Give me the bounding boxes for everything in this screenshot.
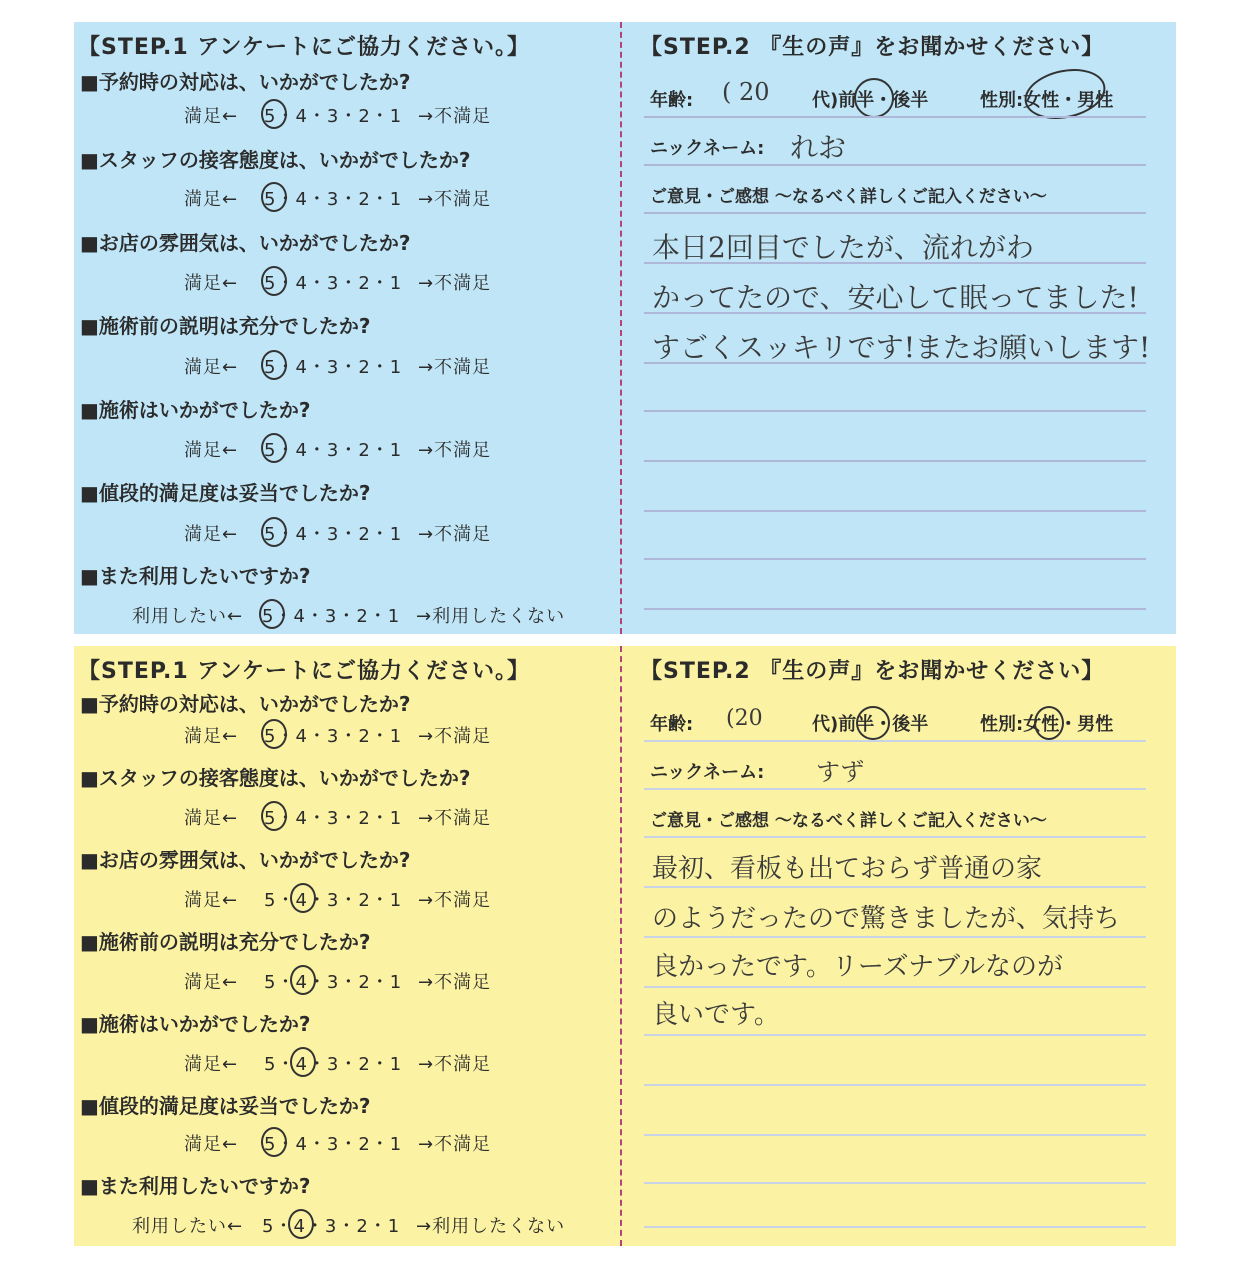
question-2: ■スタッフの接客態度は、いかがでしたか? xyxy=(80,148,471,172)
question-6: ■値段的満足度は妥当でしたか? xyxy=(80,1094,371,1118)
scale-low-label: 満足← xyxy=(184,189,239,210)
scale-low-label: 満足← xyxy=(184,106,239,127)
rating-scale-5 xyxy=(184,1050,491,1076)
ruled-line xyxy=(644,1226,1146,1228)
ruled-line xyxy=(644,1084,1146,1086)
gender-label: 性別:女性・男性 xyxy=(980,714,1114,735)
comment-line-1: 最初、看板も出ておらず普通の家 xyxy=(652,854,1043,884)
nickname-value: れお xyxy=(790,131,847,164)
scale-high-label: →不満足 xyxy=(418,440,492,461)
rating-scale-5 xyxy=(184,436,491,462)
scale-low-label: 満足← xyxy=(184,1134,239,1155)
rating-scale-3 xyxy=(184,886,491,912)
comment-label: ご意見・ご感想 〜なるべく詳しくご記入ください〜 xyxy=(650,811,1047,831)
question-7: ■また利用したいですか? xyxy=(80,1174,311,1198)
ruled-line xyxy=(644,362,1146,364)
scale-numbers: 5・4・3・2・1 xyxy=(262,606,401,627)
ruled-line xyxy=(644,886,1146,888)
ruled-line xyxy=(644,1182,1146,1184)
selected-rating-circle xyxy=(259,599,285,629)
comment-line-1: 本日2回目でしたが、流れがわ xyxy=(652,231,1034,264)
age-selection-circle xyxy=(854,78,894,118)
question-3: ■お店の雰囲気は、いかがでしたか? xyxy=(80,848,411,872)
selected-rating-circle xyxy=(261,517,287,547)
selected-rating-circle xyxy=(261,266,287,296)
ruled-line xyxy=(644,116,1146,118)
question-5: ■施術はいかがでしたか? xyxy=(80,1012,311,1036)
ruled-line xyxy=(644,836,1146,838)
scale-numbers: 5・4・3・2・1 xyxy=(264,106,403,127)
scale-low-label: 満足← xyxy=(184,357,239,378)
scale-high-label: →不満足 xyxy=(418,890,492,911)
age-value: (20 xyxy=(726,706,763,731)
nickname-label: ニックネーム: xyxy=(650,762,765,783)
gender-selection-circle xyxy=(1034,706,1064,740)
ruled-line xyxy=(644,1034,1146,1036)
rating-scale-1 xyxy=(184,722,491,748)
rating-scale-2 xyxy=(184,804,491,830)
selected-rating-circle xyxy=(261,182,287,212)
ruled-line xyxy=(644,1134,1146,1136)
question-7: ■また利用したいですか? xyxy=(80,564,311,588)
question-6: ■値段的満足度は妥当でしたか? xyxy=(80,481,371,505)
question-2: ■スタッフの接客態度は、いかがでしたか? xyxy=(80,766,471,790)
scale-numbers: 5・4・3・2・1 xyxy=(264,273,403,294)
scale-high-label: →不満足 xyxy=(418,106,492,127)
rating-scale-4 xyxy=(184,968,491,994)
scale-high-label: →不満足 xyxy=(418,1134,492,1155)
reuse-high-label: →利用したくない xyxy=(416,606,566,627)
ruled-line xyxy=(644,740,1146,742)
scale-low-label: 満足← xyxy=(184,273,239,294)
step1-title: 【STEP.1 アンケートにご協力ください。】 xyxy=(78,659,530,684)
rating-scale-7 xyxy=(132,1212,565,1238)
question-4: ■施術前の説明は充分でしたか? xyxy=(80,314,371,338)
scale-high-label: →不満足 xyxy=(418,524,492,545)
selected-rating-circle xyxy=(261,1127,287,1157)
reuse-low-label: 利用したい← xyxy=(132,606,244,627)
ruled-line xyxy=(644,510,1146,512)
survey-card-1 xyxy=(74,22,1176,634)
scale-numbers: 5・4・3・2・1 xyxy=(264,524,403,545)
comment-line-2: かってたので、安心して眠ってました! xyxy=(652,281,1139,314)
age-selection-circle xyxy=(856,706,890,740)
nickname-value: すず xyxy=(816,758,865,786)
selected-rating-circle xyxy=(261,719,287,749)
ruled-line xyxy=(644,558,1146,560)
survey-card-2 xyxy=(74,646,1176,1246)
scale-low-label: 満足← xyxy=(184,1054,239,1075)
question-5: ■施術はいかがでしたか? xyxy=(80,398,311,422)
step2-title: 【STEP.2 『生の声』をお聞かせください】 xyxy=(640,35,1105,60)
age-suffix: 代)前半・後半 xyxy=(812,714,929,735)
comment-line-3: 良かったです。リーズナブルなのが xyxy=(652,952,1064,982)
scale-high-label: →不満足 xyxy=(418,273,492,294)
rating-scale-1 xyxy=(184,102,491,128)
question-3: ■お店の雰囲気は、いかがでしたか? xyxy=(80,231,411,255)
selected-rating-circle xyxy=(261,350,287,380)
reuse-high-label: →利用したくない xyxy=(416,1216,566,1237)
ruled-line xyxy=(644,212,1146,214)
rating-scale-4 xyxy=(184,353,491,379)
ruled-line xyxy=(644,986,1146,988)
rating-scale-6 xyxy=(184,1130,491,1156)
scale-numbers: 5・4・3・2・1 xyxy=(264,440,403,461)
scale-numbers: 5・4・3・2・1 xyxy=(264,808,403,829)
ruled-line xyxy=(644,460,1146,462)
comment-line-2: のようだったので驚きましたが、気持ち xyxy=(652,904,1121,934)
selected-rating-circle xyxy=(261,801,287,831)
ruled-line xyxy=(644,164,1146,166)
scale-numbers: 5・4・3・2・1 xyxy=(262,1216,401,1237)
scale-low-label: 満足← xyxy=(184,890,239,911)
ruled-line xyxy=(644,410,1146,412)
step2-title: 【STEP.2 『生の声』をお聞かせください】 xyxy=(640,659,1105,684)
scale-high-label: →不満足 xyxy=(418,972,492,993)
reuse-low-label: 利用したい← xyxy=(132,1216,244,1237)
rating-scale-7 xyxy=(132,602,565,628)
age-value: ( 20 xyxy=(722,78,770,106)
ruled-line xyxy=(644,936,1146,938)
scale-high-label: →不満足 xyxy=(418,808,492,829)
scale-numbers: 5・4・3・2・1 xyxy=(264,890,403,911)
question-1: ■予約時の対応は、いかがでしたか? xyxy=(80,70,411,94)
scale-numbers: 5・4・3・2・1 xyxy=(264,972,403,993)
scale-high-label: →不満足 xyxy=(418,189,492,210)
rating-scale-2 xyxy=(184,185,491,211)
rating-scale-3 xyxy=(184,269,491,295)
question-1: ■予約時の対応は、いかがでしたか? xyxy=(80,692,411,716)
scale-low-label: 満足← xyxy=(184,808,239,829)
scale-high-label: →不満足 xyxy=(418,726,492,747)
scale-numbers: 5・4・3・2・1 xyxy=(264,1134,403,1155)
selected-rating-circle xyxy=(261,99,287,129)
comment-line-4: 良いです。 xyxy=(652,1000,780,1030)
question-4: ■施術前の説明は充分でしたか? xyxy=(80,930,371,954)
rating-scale-6 xyxy=(184,520,491,546)
scale-numbers: 5・4・3・2・1 xyxy=(264,726,403,747)
ruled-line xyxy=(644,312,1146,314)
scale-high-label: →不満足 xyxy=(418,357,492,378)
dashed-divider xyxy=(620,646,622,1246)
age-label: 年齢: xyxy=(650,714,694,735)
scale-low-label: 満足← xyxy=(184,440,239,461)
selected-rating-circle xyxy=(290,1047,316,1077)
gender-label: 性別:女性・男性 xyxy=(980,90,1114,111)
scale-low-label: 満足← xyxy=(184,524,239,545)
age-label: 年齢: xyxy=(650,90,694,111)
scale-numbers: 5・4・3・2・1 xyxy=(264,1054,403,1075)
selected-rating-circle xyxy=(261,433,287,463)
ruled-line xyxy=(644,608,1146,610)
ruled-line xyxy=(644,262,1146,264)
dashed-divider xyxy=(620,22,622,634)
step1-title: 【STEP.1 アンケートにご協力ください。】 xyxy=(78,35,530,60)
scale-low-label: 満足← xyxy=(184,726,239,747)
nickname-label: ニックネーム: xyxy=(650,138,765,159)
scale-numbers: 5・4・3・2・1 xyxy=(264,189,403,210)
selected-rating-circle xyxy=(290,883,316,913)
scale-high-label: →不満足 xyxy=(418,1054,492,1075)
comment-label: ご意見・ご感想 〜なるべく詳しくご記入ください〜 xyxy=(650,187,1047,207)
selected-rating-circle xyxy=(288,1209,314,1239)
scale-numbers: 5・4・3・2・1 xyxy=(264,357,403,378)
ruled-line xyxy=(644,788,1146,790)
selected-rating-circle xyxy=(290,965,316,995)
age-suffix: 代)前半・後半 xyxy=(812,90,929,111)
scale-low-label: 満足← xyxy=(184,972,239,993)
comment-line-3: すごくスッキリです!またお願いします! xyxy=(652,331,1151,364)
